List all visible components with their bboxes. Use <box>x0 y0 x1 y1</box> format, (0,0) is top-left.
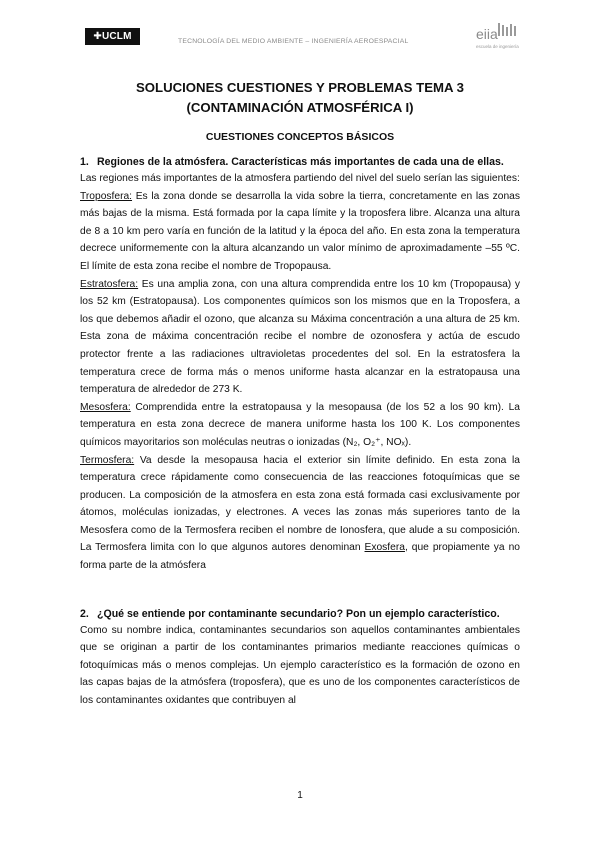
answer-1-termosfera <box>80 452 520 575</box>
term-mesosfera: Mesosfera: <box>80 401 131 413</box>
term-troposfera: Troposfera: <box>80 190 133 202</box>
uclm-logo: ✚UCLM <box>85 28 140 45</box>
term-exosfera: Exosfera <box>364 542 405 554</box>
question-2 <box>80 607 520 622</box>
page-header <box>85 22 520 58</box>
eiia-logo-text: eiia <box>476 26 498 42</box>
term-estratosfera: Estratosfera: <box>80 278 139 290</box>
document-title-line1: SOLUCIONES CUESTIONES Y PROBLEMAS TEMA 3 <box>135 80 465 95</box>
answer-1-intro: Las regiones más importantes de la atmosfera partiendo del nivel del suelo serían las siguientes: <box>80 173 520 184</box>
estratosfera-text: Es una amplia zona, con una altura comprendida entre los 10 km (Tropopausa) y los 52 km (Estratopausa). Los componentes químicos son los mismos que en la Troposfera, a los que debemos añadir el ozono, que alcanza su Máxima concentración a una altura de 25 km. Esta zona de máxima concentración recibe el nombre de ozonosfera y actúa de escudo protector frente a las radiaciones ultravioletas procedentes del sol. En la estratosfera la temperatura crece de forma más o menos uniforme hasta alcanzar en la estratopausa una temperatura de alrededor de 273 K. <box>80 278 520 396</box>
header-course-title: TECNOLOGÍA DEL MEDIO AMBIENTE – INGENIERÍA AEROESPACIAL <box>178 38 409 45</box>
document-title-line2: (CONTAMINACIÓN ATMOSFÉRICA I) <box>186 100 414 115</box>
answer-1-estratosfera <box>80 276 520 399</box>
answer-1-mesosfera <box>80 399 520 452</box>
answer-2: Como su nombre indica, contaminantes secundarios son aquellos contaminantes ambientales que se originan a partir de los contaminantes primarios mediante reacciones químicas o fotoquímicas más o menos complejas. Un ejemplo característico es la formación de ozono en las capas bajas de la atmósfera (troposfera), que es uno de los componentes característicos de los contaminantes oxidantes que contribuyen al <box>80 624 520 707</box>
term-termosfera: Termosfera: <box>80 454 135 466</box>
document-body <box>80 78 520 710</box>
exosfera-text: , que propiamente ya no forma parte de la atmósfera <box>80 542 520 572</box>
eiia-logo-subtext: escuela de ingeniería <box>476 44 519 49</box>
question-2-number: 2. <box>80 607 89 620</box>
question-1 <box>80 155 520 170</box>
termosfera-text: Va desde la mesopausa hacia el exterior sin límite definido. En esta zona la temperatura crece rápidamente como consecuencia de las reacciones fotoquímicas que se producen. La composición de la atmosfera en esta zona está formada casi exclusivamente por átomos, moléculas ionizadas, y electrones. A veces las zonas más superiores tanto de la Mesosfera como de la Termosfera reciben el nombre de Ionosfera, que alude a su composición. La Termosfera limita con lo que algunos autores denominan <box>80 454 520 554</box>
question-1-number: 1. <box>80 156 89 168</box>
answer-1-troposfera <box>80 188 520 276</box>
eiia-logo <box>474 21 526 51</box>
page-number: 1 <box>297 790 303 801</box>
question-1-text: Regiones de la atmósfera. Características más importantes de cada una de ellas. <box>97 156 504 168</box>
troposfera-text: Es la zona donde se desarrolla la vida sobre la tierra, concretamente en las zonas más bajas de la misma. Está formada por la capa límite y la troposfera libre. Alcanza una altura de 8 a 10 km pero varía en función de la latitud y la época del año. En esta zona la temperatura decrece uniformemente con la altura alcanzando un valor mínimo de aproximadamente –55 ºC. El límite de esta zona recibe el nombre de Tropopausa. <box>80 190 520 272</box>
mesosfera-text: Comprendida entre la estratopausa y la mesopausa (de los 52 a los 90 km). La temperatura en esta zona decrece de manera uniforme hasta los 100 K. Los componentes químicos mayoritarios son moléculas neutras o ionizadas (N₂, O₂⁺, NOₓ). <box>80 401 520 448</box>
question-2-text: ¿Qué se entiende por contaminante secundario? Pon un ejemplo característico. <box>97 607 500 620</box>
section-title: CUESTIONES CONCEPTOS BÁSICOS <box>205 131 395 143</box>
